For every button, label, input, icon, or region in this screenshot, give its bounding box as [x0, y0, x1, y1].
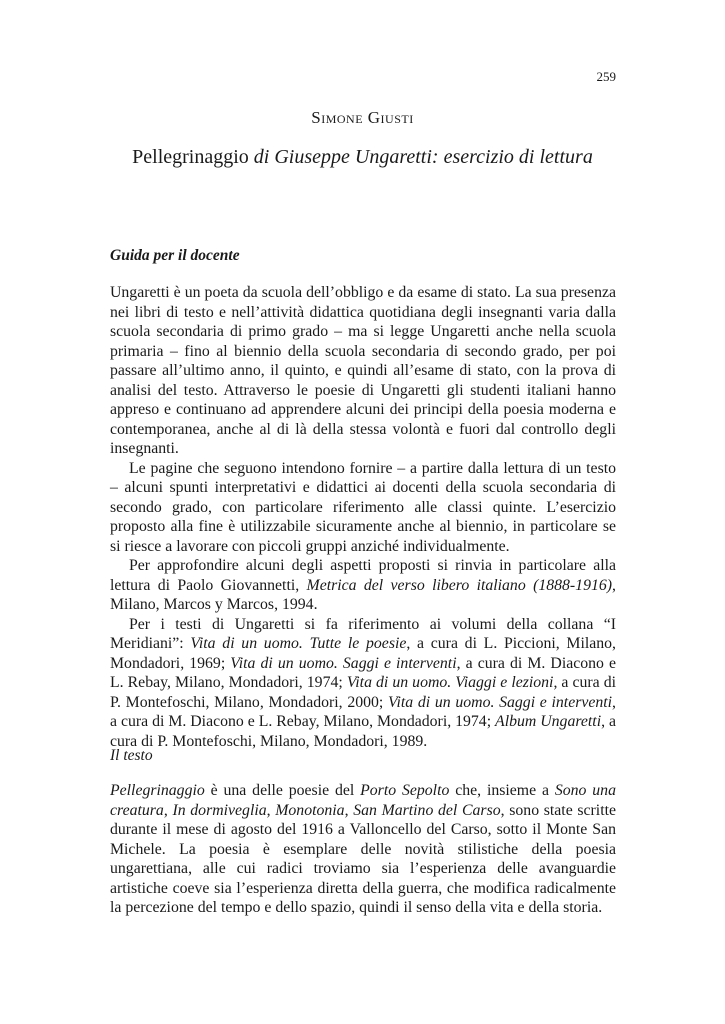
poem-in-dormiveglia: In dormiveglia: [172, 801, 267, 819]
section-testo-body: [110, 781, 616, 918]
collection-title: Porto Sepolto: [360, 782, 450, 799]
p4-text-e: , a cura di M. Diacono e L. Rebay, Milano, Mondadori, 1974;: [110, 654, 617, 691]
p4-title-d: Vita di un uomo. Saggi e interventi: [230, 654, 457, 672]
poem-sono-una-creatura: Sono una creatura: [110, 782, 616, 819]
p3-text-c: , Milano, Marcos y Marcos, 1994.: [110, 576, 616, 613]
testo-text-2: è una delle poesie del: [204, 782, 361, 799]
p3-book-title: Metrica del verso libero italiano (1888-1916): [306, 576, 613, 594]
section-heading-guida: Guida per il docente: [110, 247, 240, 264]
section-guida-body: [110, 283, 616, 751]
p4-text-a: Per i testi di Ungaretti si fa riferimento ai volumi della collana “I Meridiani”:: [110, 615, 616, 652]
p4-text-c: , a cura di L. Piccioni, Milano, Mondadori, 1969;: [110, 635, 617, 672]
poem-san-martino: San Martino del Carso: [353, 801, 501, 819]
testo-text-4: che, insieme a: [449, 782, 555, 799]
title-subtitle: di Giuseppe Ungaretti: esercizio di lettura: [253, 146, 593, 168]
paragraph-3: [110, 556, 616, 615]
testo-text-6: ,: [163, 801, 173, 819]
p4-title-f: Vita di un uomo. Viaggi e lezioni: [346, 674, 554, 691]
p4-text-i: , a cura di M. Diacono e L. Rebay, Milano, Mondadori, 1974;: [110, 693, 616, 730]
title-poem: Pellegrinaggio: [132, 146, 254, 168]
page-number: 259: [596, 69, 616, 84]
paragraph-2: Le pagine che seguono intendono fornire – a partire dalla lettura di un testo – alcuni spunti interpretativi e didattici ai docenti della scuola secondaria di secondo grado, con particolare riferimento alle classi quinte. L’esercizio proposto alla fine è utilizzabile sicuramente anche al biennio, in particolare se si riesce a lavorare con piccoli gruppi anziché individualmente.: [110, 459, 616, 555]
poem-monotonia: Monotonia: [275, 801, 345, 819]
p4-title-b: Vita di un uomo. Tutte le poesie: [190, 635, 407, 652]
p4-title-j: Album Ungaretti: [495, 713, 602, 730]
article-title: [0, 146, 725, 169]
author-name: Simone Giusti: [311, 108, 414, 127]
paragraph-testo: [110, 781, 616, 918]
p4-text-g: , a cura di P. Montefoschi, Milano, Mondadori, 2000;: [110, 674, 616, 711]
p4-text-k: , a cura di P. Montefoschi, Milano, Mondadori, 1989.: [110, 713, 617, 750]
paragraph-4: [110, 615, 616, 752]
paragraph-1: Ungaretti è un poeta da scuola dell’obbligo e da esame di stato. La sua presenza nei libri di testo e nell’attività didattica quotidiana degli insegnanti varia dalla scuola secondaria di primo grado – ma si legge Ungaretti anche nella scuola primaria – fino al biennio della scuola secondaria di secondo grado, per poi passare all’ultimo anno, il quinto, e quindi all’esame di stato, con la prova di analisi del testo. Attraverso le poesie di Ungaretti gli studenti italiani hanno appreso e continuano ad apprendere alcuni dei principi della poesia moderna e contemporanea, anche al di là della stessa volontà e fuori dal controllo degli insegnanti.: [110, 284, 616, 457]
p3-text-a: Per approfondire alcuni degli aspetti proposti si rinvia in particolare alla lettura di Paolo Giovannetti,: [110, 557, 616, 594]
section-heading-testo: Il testo: [110, 747, 153, 764]
testo-text-10: ,: [344, 801, 354, 819]
testo-text-12: , sono state scritte durante il mese di agosto del 1916 a Valloncello del Carso, sotto il Monte San Michele. La poesia è esemplare delle novità stilistiche della poesia ungarettiana, alle cui radici troviamo sia l’esperienza delle avanguardie artistiche coeve sia l’esperienza diretta della guerra, che modifica radicalmente la percezione del tempo e dello spazio, quindi il senso della vita e della storia.: [110, 801, 616, 916]
poem-title: Pellegrinaggio: [110, 782, 205, 799]
p4-title-h: Vita di un uomo. Saggi e interventi: [388, 693, 613, 711]
testo-text-8: ,: [266, 801, 276, 819]
